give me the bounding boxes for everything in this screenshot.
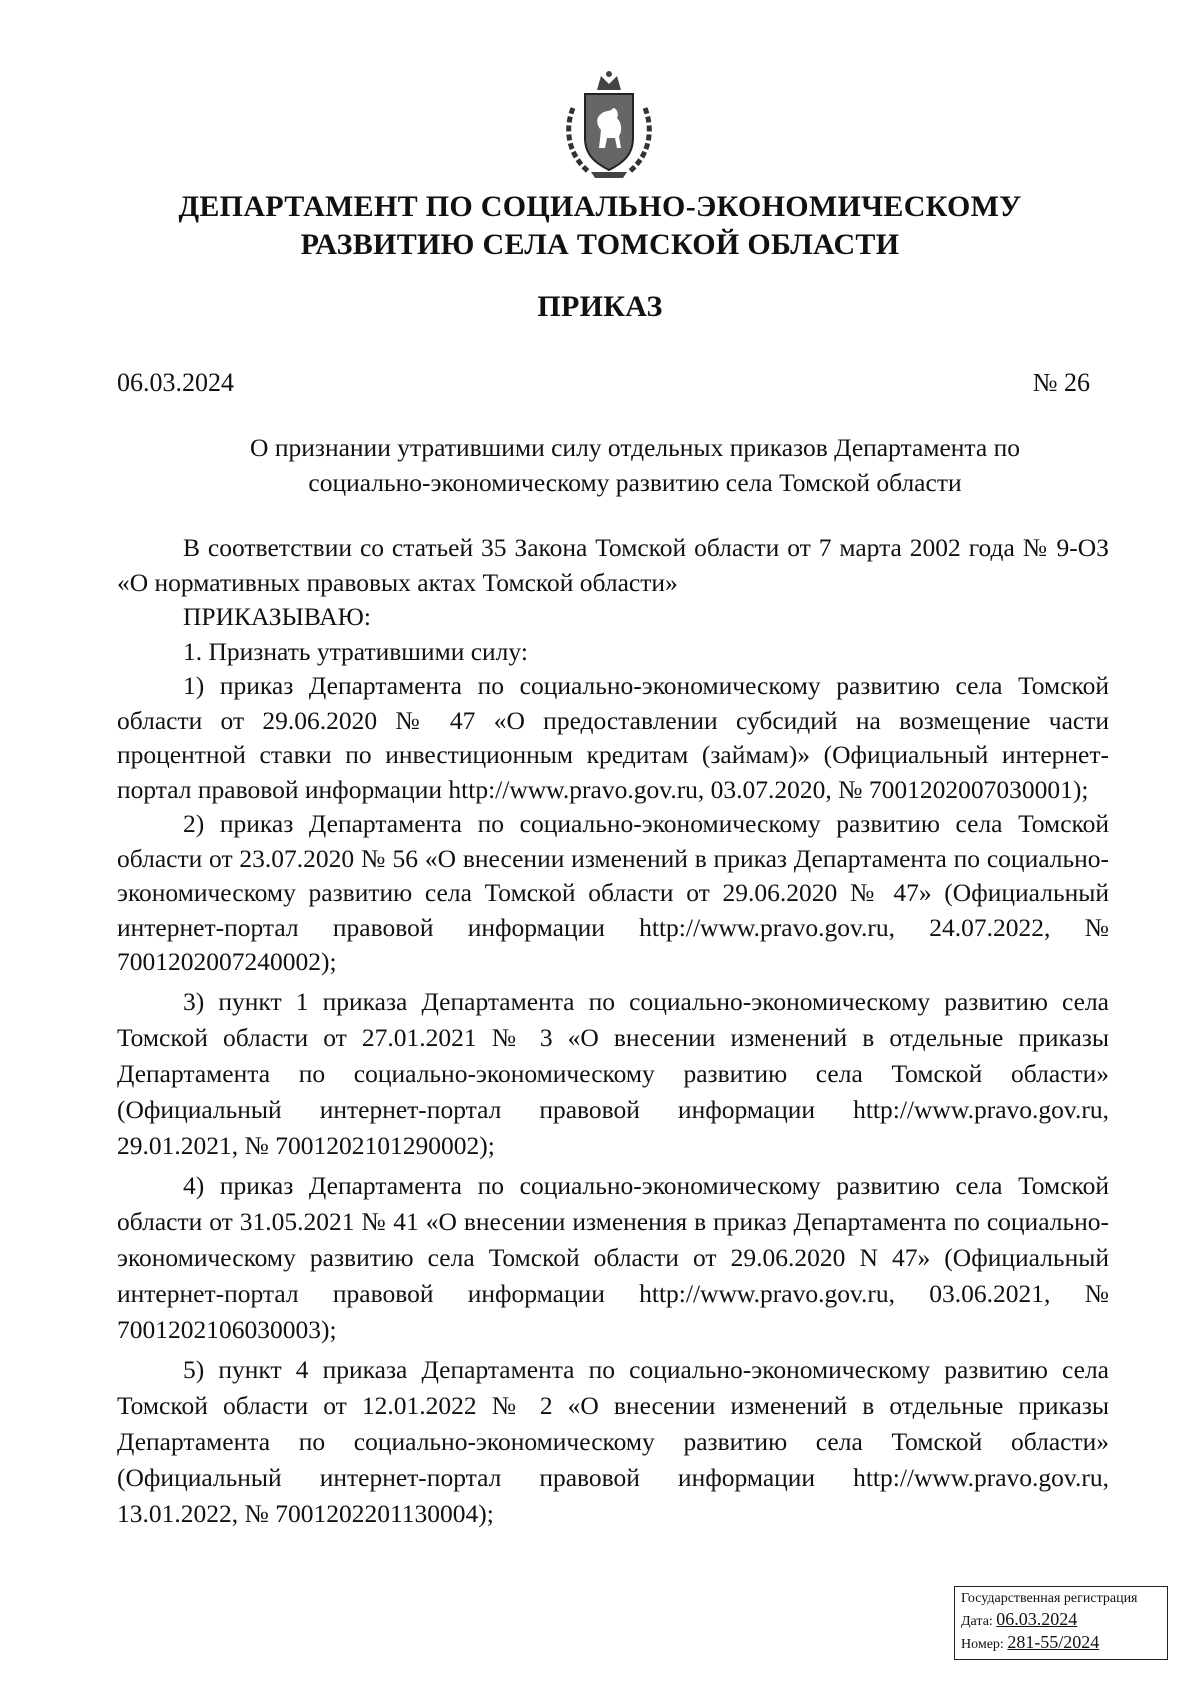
sub-item-1: 1) приказ Департамента по социально-экономическому развитию села Томской области от 29.06.2020 № 47 «О предоставлении субсидий на возмещение части процентной ставки по инвестиционным кредитам (займам)» (Официальный интернет-портал правовой информации http://www.pravo.gov.ru, 03.07.2020, № 7001202007030001); [117,671,1109,804]
registration-date-label: Дата: [961,1614,993,1629]
sub-item-2: 2) приказ Департамента по социально-экономическому развитию села Томской области от 23.07.2020 № 56 «О внесении изменений в приказ Департамента по социально-экономическому развитию села Томской области от 29.06.2020 № 47» (Официальный интернет-портал правовой информации http://www.pravo.gov.ru, 24.07.2022, № 7001202007240002); [117,809,1109,976]
department-line-1: ДЕПАРТАМЕНТ ПО СОЦИАЛЬНО-ЭКОНОМИЧЕСКОМУ [178,190,1022,223]
sub-item-3: 3) пункт 1 приказа Департамента по социально-экономическому развитию села Томской области от 27.01.2021 № 3 «О внесении изменений в отдельные приказы Департамента по социально-экономическому развитию села Томской области» (Официальный интернет-портал правовой информации http://www.pravo.gov.ru, 29.01.2021, № 7001202101290002); [117,986,1109,1160]
document-type: ПРИКАЗ [537,290,663,323]
intro-paragraph: В соответствии со статьей 35 Закона Томской области от 7 марта 2002 года № 9-ОЗ «О нормативных правовых актах Томской области» [117,533,1109,597]
item-1: 1. Признать утратившими силу: [183,636,528,666]
department-line-2: РАЗВИТИЮ СЕЛА ТОМСКОЙ ОБЛАСТИ [300,228,900,261]
registration-number-value: 281-55/2024 [1007,1632,1100,1652]
sub-item-4: 4) приказ Департамента по социально-экономическому развитию села Томской области от 31.05.2021 № 41 «О внесении изменения в приказ Департамента по социально-экономическому развитию села Томской области от 29.06.2020 N 47» (Официальный интернет-портал правовой информации http://www.pravo.gov.ru, 03.06.2021, № 7001202106030003); [117,1170,1109,1344]
registration-number-row [961,1632,1161,1655]
order-word: ПРИКАЗЫВАЮ: [183,602,371,631]
registration-date-value: 06.03.2024 [996,1609,1078,1629]
order-number: № 26 [1032,368,1090,397]
order-body [117,531,1109,1532]
registration-title: Государственная регистрация [961,1591,1138,1606]
sub-item-5: 5) пункт 4 приказа Департамента по социально-экономическому развитию села Томской области от 12.01.2022 № 2 «О внесении изменений в отдельные приказы Департамента по социально-экономическому развитию села Томской области» (Официальный интернет-портал правовой информации http://www.pravo.gov.ru, 13.01.2022, № 7001202201130004); [117,1354,1109,1528]
coat-of-arms-icon [561,68,657,180]
order-date: 06.03.2024 [117,368,234,397]
order-subject: О признании утратившими силу отдельных приказов Департамента по социально-экономическому развитию села Томской области [250,433,1020,497]
registration-number-label: Номер: [961,1637,1004,1652]
registration-date-row [961,1609,1161,1632]
department-name [0,188,1200,264]
registration-stamp [954,1586,1168,1660]
